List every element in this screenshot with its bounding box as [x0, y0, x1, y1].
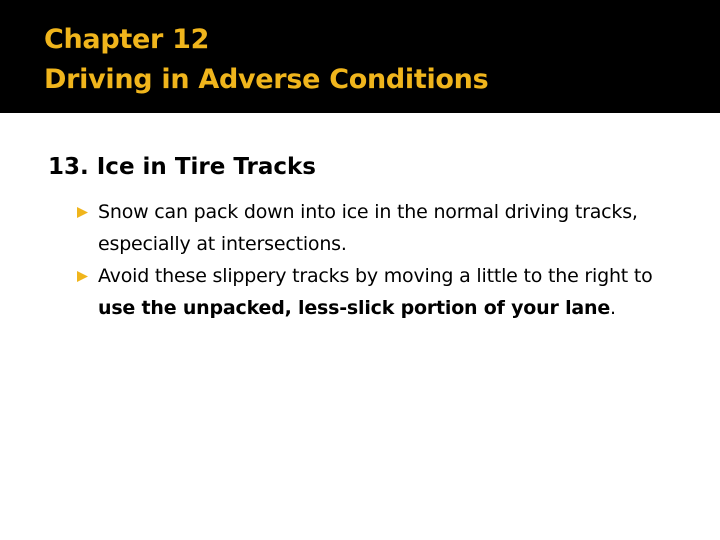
square-bullet-icon	[76, 206, 89, 219]
section-heading: 13. Ice in Tire Tracks	[48, 154, 316, 180]
bullet-item	[48, 196, 688, 260]
slide-title	[44, 20, 488, 100]
square-bullet-icon	[76, 270, 89, 283]
title-line-chapter: Chapter 12	[44, 24, 210, 55]
slide-body	[48, 150, 688, 324]
bullet-text: Snow can pack down into ice in the normal driving tracks, especially at intersections.	[98, 201, 638, 255]
bullet-list	[48, 196, 688, 324]
title-line-topic: Driving in Adverse Conditions	[44, 64, 489, 95]
bullet-text: Avoid these slippery tracks by moving a little to the right to	[98, 265, 653, 287]
bullet-item	[48, 260, 688, 324]
title-band	[0, 0, 720, 113]
bullet-emphasis: use the unpacked, less-slick portion of your lane	[98, 297, 611, 319]
bullet-text-end: .	[610, 297, 616, 319]
